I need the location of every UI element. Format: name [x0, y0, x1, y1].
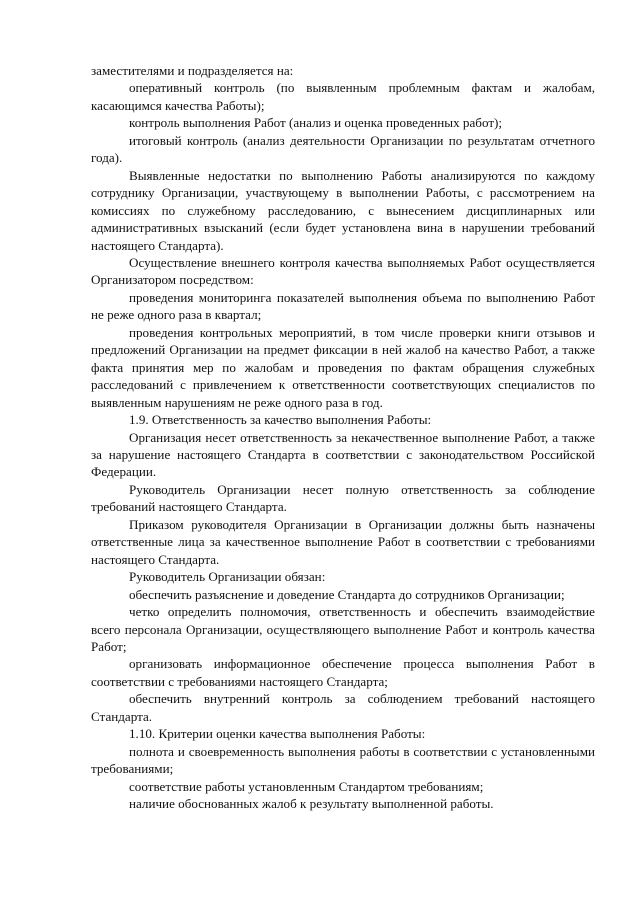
paragraph-obligation-information-support: организовать информационное обеспечение процесса выполнения Работ в соответствии с требованиями настоящего Стандарта;	[91, 656, 595, 689]
paragraph-obligation-internal-control: обеспечить внутренний контроль за соблюдением требований настоящего Стандарта.	[91, 691, 595, 724]
paragraph-head-responsibility: Руководитель Организации несет полную ответственность за соблюдение требований настоящего Стандарта.	[91, 481, 595, 515]
paragraph-organization-responsibility: Организация несет ответственность за некачественное выполнение Работ, а также за нарушение настоящего Стандарта в соответствии с законодательством Российской Федерации.	[91, 429, 595, 480]
paragraph-head-obligations: Руководитель Организации обязан:	[129, 569, 326, 585]
paragraph-obligation-define-authority: четко определить полномочия, ответственность и обеспечить взаимодействие всего персонала Организации, осуществляющего выполнение Работ и контроль качества Работ;	[91, 604, 595, 654]
document-page	[91, 62, 595, 812]
paragraph-criterion-complaints: наличие обоснованных жалоб к результату выполненной работы.	[129, 796, 494, 812]
paragraph-external-control: Осуществление внешнего контроля качества выполняемых Работ осуществляется Организатором посредством:	[91, 254, 595, 288]
paragraph-obligation-explain-standard: обеспечить разъяснение и доведение Стандарта до сотрудников Организации;	[129, 586, 565, 602]
paragraph-control-types-intro: заместителями и подразделяется на:	[91, 63, 294, 78]
paragraph-final-control: итоговый контроль (анализ деятельности Организации по результатам отчетного года).	[91, 132, 595, 166]
paragraph-identified-defects: Выявленные недостатки по выполнению Работы анализируются по каждому сотруднику Организации, участвующему в выполнении Работы, с рассмотрением на комиссиях по служебному расследованию, с вынесением дисциплинарных или административных взысканий (если будет установлена вина в нарушении требований настоящего Стандарта).	[91, 167, 595, 253]
paragraph-control-measures: проведения контрольных мероприятий, в том числе проверки книги отзывов и предложений Организации на предмет фиксации в ней жалоб на качество Работ, а также факта принятия мер по жалобам и проведения по фактам обращения служебных расследований с привлечением к ответственности соответствующих специалистов по выявленным нарушениям не реже одного раза в год.	[91, 324, 595, 410]
paragraph-criterion-compliance: соответствие работы установленным Стандартом требованиям;	[129, 778, 484, 794]
section-heading-1-10: 1.10. Критерии оценки качества выполнения Работы:	[129, 726, 426, 742]
paragraph-criterion-completeness: полнота и своевременность выполнения работы в соответствии с установленными требованиями;	[91, 743, 595, 777]
paragraph-appointment-order: Приказом руководителя Организации в Организации должны быть назначены ответственные лица за качественное выполнение Работ в соответствии с требованиями настоящего Стандарта.	[91, 516, 595, 567]
paragraph-operational-control: оперативный контроль (по выявленным проблемным фактам и жалобам, касающимся качества Работы);	[91, 80, 595, 113]
paragraph-monitoring: проведения мониторинга показателей выполнения объема по выполнению Работ не реже одного раза в квартал;	[91, 289, 595, 323]
paragraph-work-execution-control: контроль выполнения Работ (анализ и оценка проведенных работ);	[129, 115, 503, 131]
section-heading-1-9: 1.9. Ответственность за качество выполнения Работы:	[129, 412, 432, 428]
